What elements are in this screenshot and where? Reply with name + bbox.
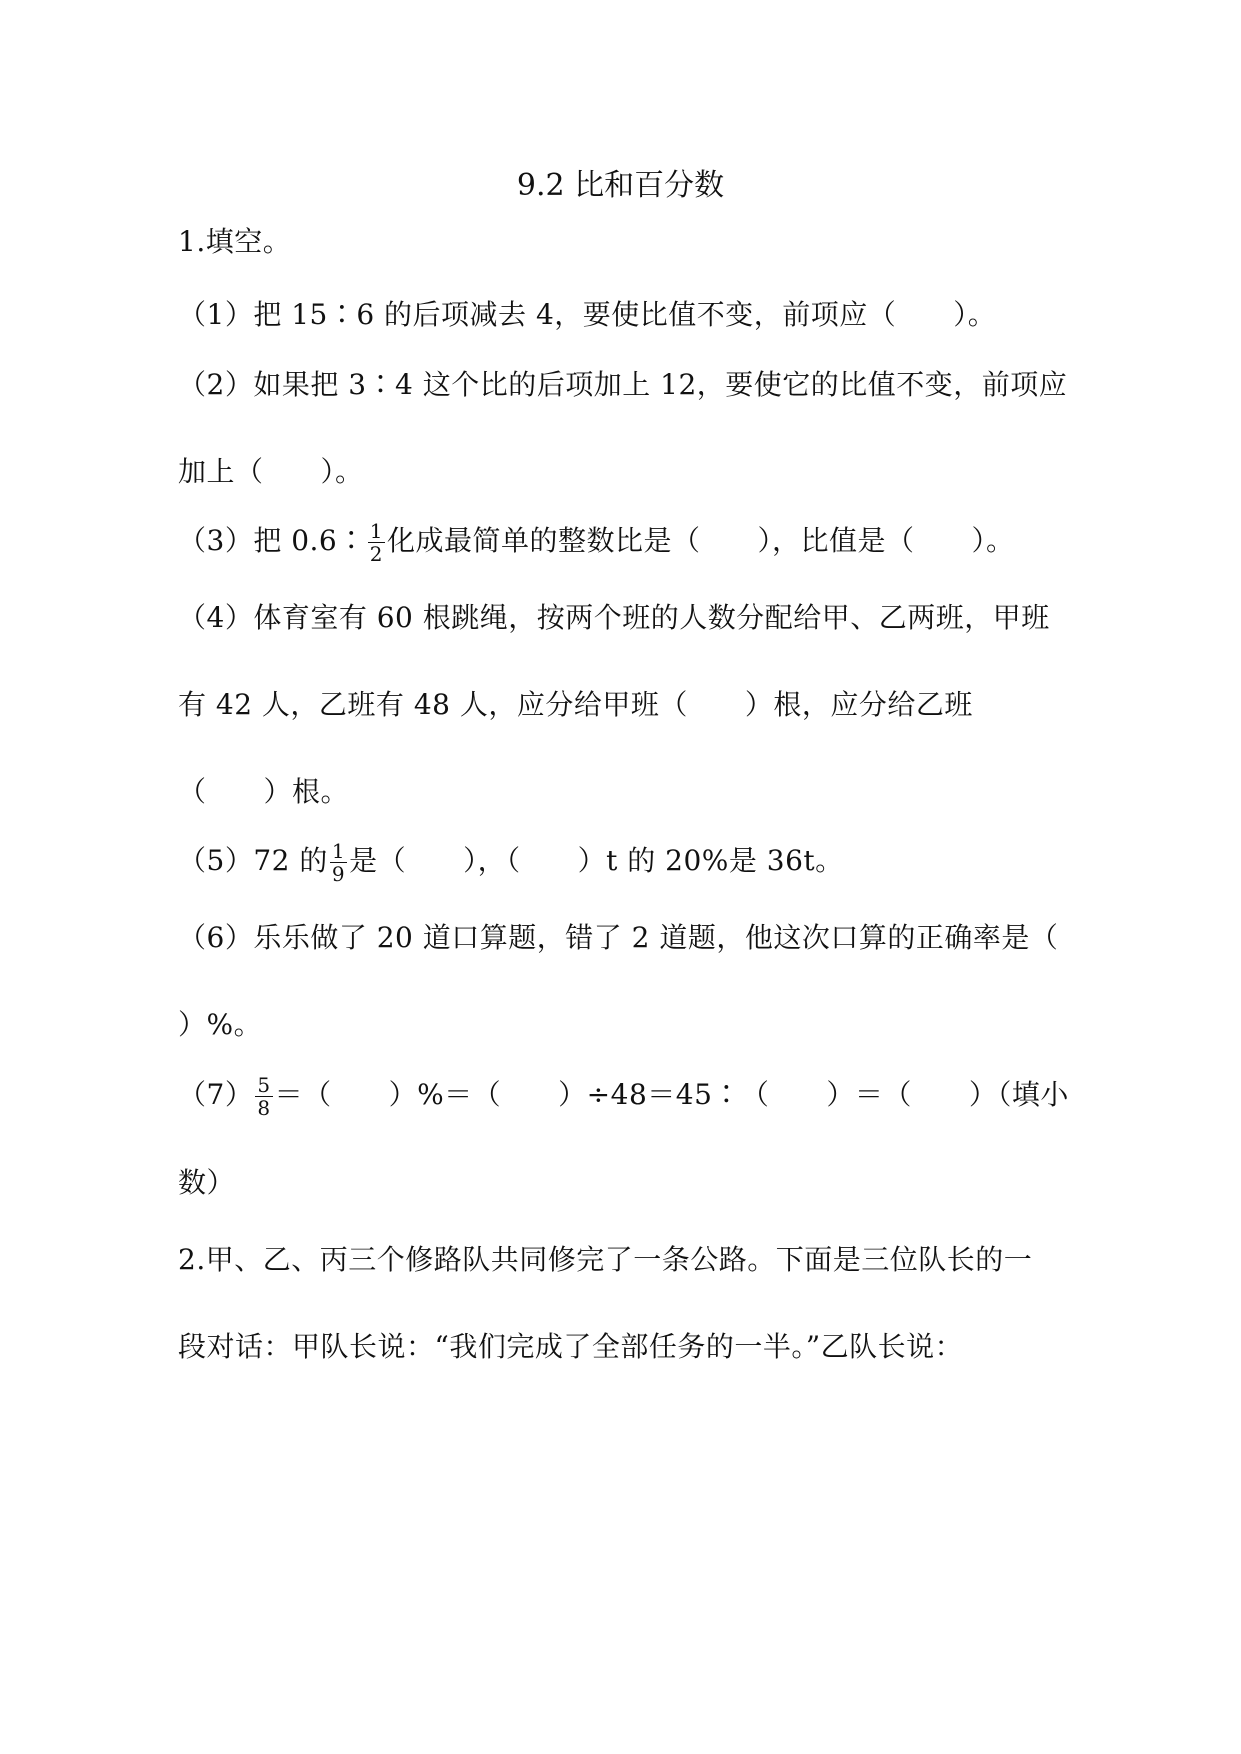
fraction-denominator: 9 bbox=[331, 862, 346, 886]
page-title: 9.2 比和百分数 bbox=[516, 168, 725, 203]
question-1-item-6-line-2: ）%。 bbox=[178, 1008, 263, 1041]
question-1-item-4-line-1: （4）体育室有 60 根跳绳，按两个班的人数分配给甲、乙两班，甲班 bbox=[178, 601, 1050, 634]
question-1-item-4-line-2: 有 42 人，乙班有 48 人，应分给甲班（ ）根，应分给乙班 bbox=[178, 688, 973, 721]
question-2-line-2: 段对话：甲队长说：“我们完成了全部任务的一半。”乙队长说： bbox=[178, 1330, 964, 1363]
fraction-numerator: 1 bbox=[369, 519, 383, 543]
question-1-item-6-line-1: （6）乐乐做了 20 道口算题，错了 2 道题，他这次口算的正确率是（ bbox=[178, 921, 1059, 954]
fraction-denominator: 2 bbox=[369, 542, 383, 566]
question-1-heading: 1.填空。 bbox=[178, 225, 292, 258]
question-1-item-3 bbox=[178, 520, 1015, 565]
fraction-five-eighths bbox=[255, 1074, 272, 1119]
question-1-item-1: （1）把 15∶6 的后项减去 4，要使比值不变，前项应（ ）。 bbox=[178, 298, 997, 331]
fraction-numerator: 1 bbox=[331, 839, 346, 863]
question-1-item-7-line-2: 数） bbox=[178, 1166, 236, 1199]
fraction-numerator: 5 bbox=[257, 1073, 271, 1097]
fraction-denominator: 8 bbox=[257, 1096, 271, 1120]
question-1-item-2-line-2: 加上（ ）。 bbox=[178, 455, 364, 488]
item-3-text-b: 化成最简单的整数比是（ ），比值是（ ）。 bbox=[386, 524, 1015, 557]
question-1-item-5 bbox=[178, 840, 844, 885]
item-5-text-a: （5）72 的 bbox=[178, 844, 328, 877]
item-7-text-a: （7） bbox=[178, 1078, 254, 1111]
question-1-item-4-line-3: （ ）根。 bbox=[178, 775, 350, 808]
item-7-text-b: ＝（ ）%＝（ ）÷48＝45∶（ ）＝（ ）（填小 bbox=[274, 1078, 1069, 1111]
question-1-item-2-line-1: （2）如果把 3∶4 这个比的后项加上 12，要使它的比值不变，前项应 bbox=[178, 368, 1068, 401]
fraction-one-half bbox=[368, 520, 385, 565]
fraction-one-ninth bbox=[330, 840, 347, 885]
question-2-line-1: 2.甲、乙、丙三个修路队共同修完了一条公路。下面是三位队长的一 bbox=[178, 1243, 1033, 1276]
item-5-text-b: 是（ ），（ ）t 的 20%是 36t。 bbox=[349, 844, 844, 877]
question-1-item-7 bbox=[178, 1074, 1069, 1119]
item-3-text-a: （3）把 0.6∶ bbox=[178, 524, 366, 557]
